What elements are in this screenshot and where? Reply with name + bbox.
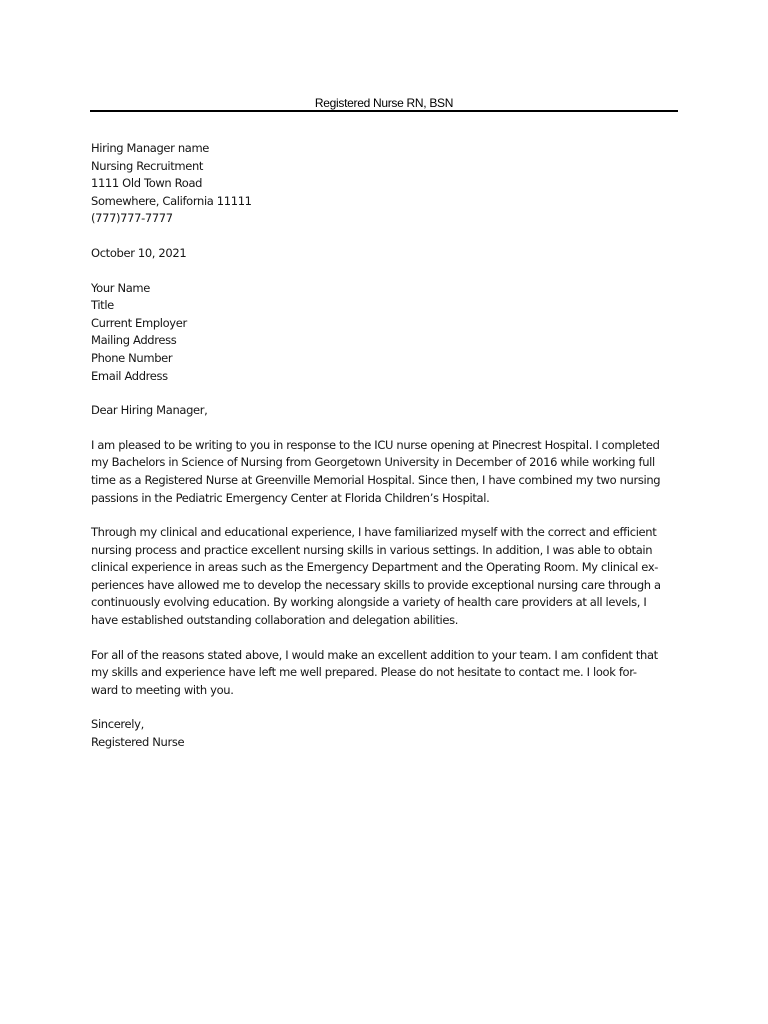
spacer [91, 385, 681, 402]
salutation: Dear Hiring Manager, [91, 403, 208, 418]
paragraph-experience [91, 524, 681, 630]
paragraph-closing [91, 647, 681, 700]
paragraph-line: periences have allowed me to develop the necessary skills to provide exceptional nursing care through a [91, 577, 661, 592]
paragraph-line: I am pleased to be writing to you in response to the ICU nurse opening at Pinecrest Hospital. I completed [91, 437, 660, 452]
spacer [91, 699, 681, 716]
paragraph-intro [91, 437, 681, 507]
paragraph-line: nursing process and practice excellent nursing skills in various settings. In addition, I was able to obtain [91, 542, 653, 557]
signature: Registered Nurse [91, 735, 185, 750]
spacer [91, 507, 681, 524]
sender-name: Your Name [91, 280, 150, 295]
paragraph-line: passions in the Pediatric Emergency Center at Florida Children’s Hospital. [91, 490, 490, 505]
closing: Sincerely, [91, 717, 144, 732]
spacer [91, 420, 681, 437]
letter-date: October 10, 2021 [91, 245, 187, 260]
recipient-department: Nursing Recruitment [91, 158, 204, 173]
paragraph-line: ward to meeting with you. [91, 682, 234, 697]
spacer [91, 263, 681, 280]
sender-phone: Phone Number [91, 350, 173, 365]
paragraph-line: my skills and experience have left me well prepared. Please do not hesitate to contact me. I look for- [91, 665, 637, 680]
spacer [91, 630, 681, 647]
document-title: Registered Nurse RN, BSN [314, 96, 454, 110]
paragraph-line: have established outstanding collaboration and delegation abilities. [91, 613, 459, 628]
paragraph-line: continuously evolving education. By working alongside a variety of health care providers at all levels, I [91, 595, 647, 610]
paragraph-line: time as a Registered Nurse at Greenville Memorial Hospital. Since then, I have combined my two nursing [91, 472, 661, 487]
paragraph-line: clinical experience in areas such as the Emergency Department and the Operating Room. My clinical ex- [91, 560, 659, 575]
sender-employer: Current Employer [91, 315, 187, 330]
recipient-name: Hiring Manager name [91, 141, 210, 155]
recipient-block [91, 140, 681, 228]
recipient-phone: (777)777-7777 [91, 211, 173, 226]
sender-mailing-address: Mailing Address [91, 333, 177, 348]
recipient-city: Somewhere, California 11111 [91, 193, 252, 208]
letter-body [91, 140, 681, 752]
paragraph-line: my Bachelors in Science of Nursing from Georgetown University in December of 2016 while working full [91, 455, 655, 470]
recipient-street: 1111 Old Town Road [91, 176, 203, 191]
paragraph-line: For all of the reasons stated above, I would make an excellent addition to your team. I am confident that [91, 647, 658, 662]
sender-email: Email Address [91, 368, 168, 383]
spacer [91, 228, 681, 245]
sender-block [91, 280, 681, 386]
sender-title: Title [91, 298, 114, 313]
paragraph-line: Through my clinical and educational experience, I have familiarized myself with the correct and efficient [91, 525, 657, 540]
title-divider [90, 110, 678, 112]
